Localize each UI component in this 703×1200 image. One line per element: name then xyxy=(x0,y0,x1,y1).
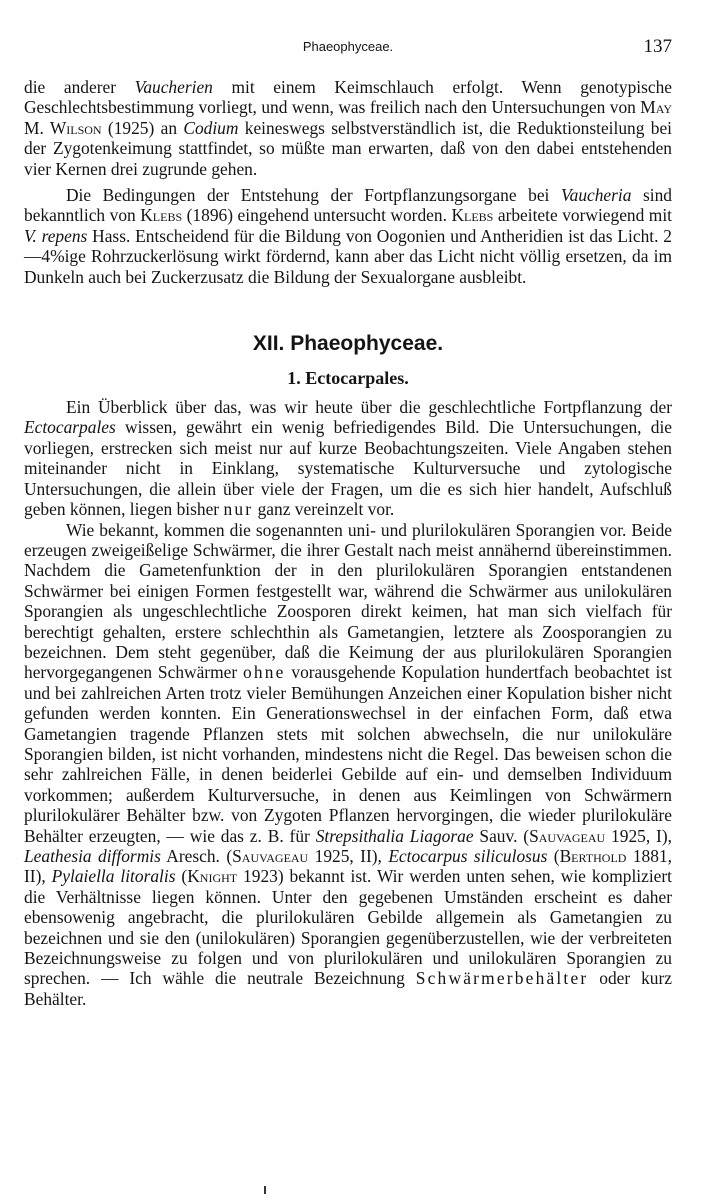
page-number: 137 xyxy=(643,36,672,57)
section-title: 1. Ectocarpales. xyxy=(287,368,409,389)
book-page xyxy=(24,0,672,1200)
spaced-emphasis: ohne xyxy=(242,662,286,683)
paragraph-4 xyxy=(24,520,672,1010)
page-header xyxy=(24,36,672,60)
spaced-emphasis: nur xyxy=(223,499,254,520)
author-name: Sauvageau xyxy=(529,825,606,846)
text-run: 1925, I), xyxy=(605,825,672,846)
italic-term: Pylaiella litoralis xyxy=(51,866,176,887)
text-run: Ein Überblick über das, was wir heute über die geschlechtliche Fortpflanzung der xyxy=(66,397,672,418)
body-text xyxy=(24,77,672,1009)
text-run: mit einem Keimschlauch erfolgt. Wenn genotypische Geschlechtsbestimmung vorliegt, und wenn, was freilich nach den Untersuchungen von xyxy=(24,77,673,118)
author-name: Sauvageau xyxy=(232,846,309,866)
section-gap xyxy=(24,287,672,331)
text-run: ( xyxy=(175,866,188,887)
italic-term: Vaucherien xyxy=(134,77,213,97)
text-run: (1896) eingehend untersucht worden. xyxy=(182,205,452,226)
text-run: Die Bedingungen der Entstehung der Fortpflanzungsorgane bei xyxy=(66,185,561,206)
paragraph-3 xyxy=(24,397,672,519)
text-run: sind bekanntlich von xyxy=(24,185,672,226)
chapter-title: XII. Phaeophyceae. xyxy=(252,332,444,356)
italic-term: V. repens xyxy=(24,225,88,246)
text-run: ( xyxy=(547,846,560,866)
italic-term: Strepsithalia Liagorae xyxy=(315,825,474,846)
text-run: vorausgehende Kopulation hundertfach beobachtet ist und bei zahlreichen Arten trotz vieler Bemühungen Anzeichen einer Kopulation bisher nicht gefunden werden konnten. Ein Generationswechsel in der einfachen Form, daß etwa Gametangien tragende Pflanzen stets mit solchen abwechseln, die nur unilokuläre Sporangien bilden, ist nicht vorhanden, mindestens nicht die Regel. Das beweisen schon die sehr zahlreichen Fälle, in denen beiderlei Gebilde auf ein- und demselben Individuum vorkommen; außerdem Kulturversuche, in denen aus Keimlingen von Schwärmern plurilokulärer Behälter bzw. von Zygoten Pflanzen hervorgingen, die wieder plurilokuläre Behälter erzeugten, — wie das z. B. für xyxy=(24,662,672,846)
italic-term: Leathesia difformis xyxy=(24,846,161,866)
italic-term: Vaucheria xyxy=(560,185,632,206)
text-run: 1923) bekannt ist. Wir werden unten sehen, wie kompliziert die Verhältnisse liegen können. Unter den gegebenen Umständen erscheint es daher ebensowenig angebracht, die plurilokulären Gebilde allgemein als Gametangien zu bezeichnen und sie den (unilokulären) Sporangien gegenüberzustellen, wie der verbreiteten Bezeichnungsweise zu folgen und von plurilokulären und unilokulären Sporangien zu sprechen. — Ich wähle die neutrale Bezeichnung xyxy=(24,866,673,989)
text-run: keineswegs selbstverständlich ist, die Reduktionsteilung bei der Zygotenkeimung stattfindet, so müßte man erwarten, daß von den dabei entstehenden vier Kernen drei zugrunde gehen. xyxy=(24,117,672,179)
text-run: arbeitete vorwiegend mit xyxy=(493,205,672,226)
author-name: Knight xyxy=(187,866,238,887)
text-run: Wie bekannt, kommen die sogenannten uni- und plurilokulären Sporangien vor. Beide erzeugen zweigeißelige Schwärmer, die ihrer Gestalt nach meist annähernd übereinstimmen. Nachdem die Gametenfunktion der in den plurilokulären Sporangien entstandenen Schwärmer bei einigen Formen festgestellt war, während die Schwärmer aus unilokulären Sporangien als ungeschlechtliche Zoosporen direkt keimen, hat man sich vielfach für berechtigt gehalten, erstere schlechthin als Gametangien, letztere als Zoosporangien zu bezeichnen. Dem steht gegenüber, daß die Keimung der aus plurilokulären Sporangien hervorgegangenen Schwärmer xyxy=(24,519,672,683)
paragraph-1 xyxy=(24,77,672,179)
italic-term: Ectocarpales xyxy=(24,417,116,438)
author-name: Klebs xyxy=(451,205,494,226)
author-name: Berthold xyxy=(559,846,627,866)
text-run: ganz vereinzelt vor. xyxy=(253,499,395,520)
text-run: (1925) an xyxy=(101,117,184,138)
text-run: die anderer xyxy=(24,77,135,97)
text-run: 1881, II), xyxy=(24,846,672,887)
italic-term: Ectocarpus siliculosus xyxy=(388,846,548,866)
text-run: Aresch. ( xyxy=(160,846,233,866)
running-head: Phaeophyceae. xyxy=(302,39,394,54)
author-name: May M. Wilson xyxy=(24,97,672,138)
text-run: 1925, II), xyxy=(308,846,389,866)
spaced-emphasis: Schwärmerbehälter xyxy=(415,968,589,989)
text-run: wissen, gewährt ein wenig befriedigendes Bild. Die Untersuchungen, die vorliegen, erstrecken sich meist nur auf kurze Beobachtungszeiten. Viele Angaben stehen miteinander nicht in Einklang, systematische Kulturversuche und zytologische Untersuchungen, die allein über viele der Fragen, um die es sich hier handelt, Aufschluß geben können, liegen bisher xyxy=(24,417,672,520)
paragraph-2 xyxy=(24,185,672,287)
print-mark xyxy=(264,1186,266,1194)
text-run: oder kurz Behälter. xyxy=(24,968,673,1009)
text-run: Sauv. ( xyxy=(473,825,530,846)
author-name: Klebs xyxy=(140,205,183,226)
text-run: Hass. Entscheidend für die Bildung von Oogonien und Antheridien ist das Licht. 2—4%ige Rohrzuckerlösung wirkt fördernd, kann aber das Licht nicht völlig ersetzen, da im Dunkeln auch bei Zuckerzusatz die Bildung der Sexualorgane ausbleibt. xyxy=(24,225,672,287)
italic-term: Codium xyxy=(183,117,239,138)
